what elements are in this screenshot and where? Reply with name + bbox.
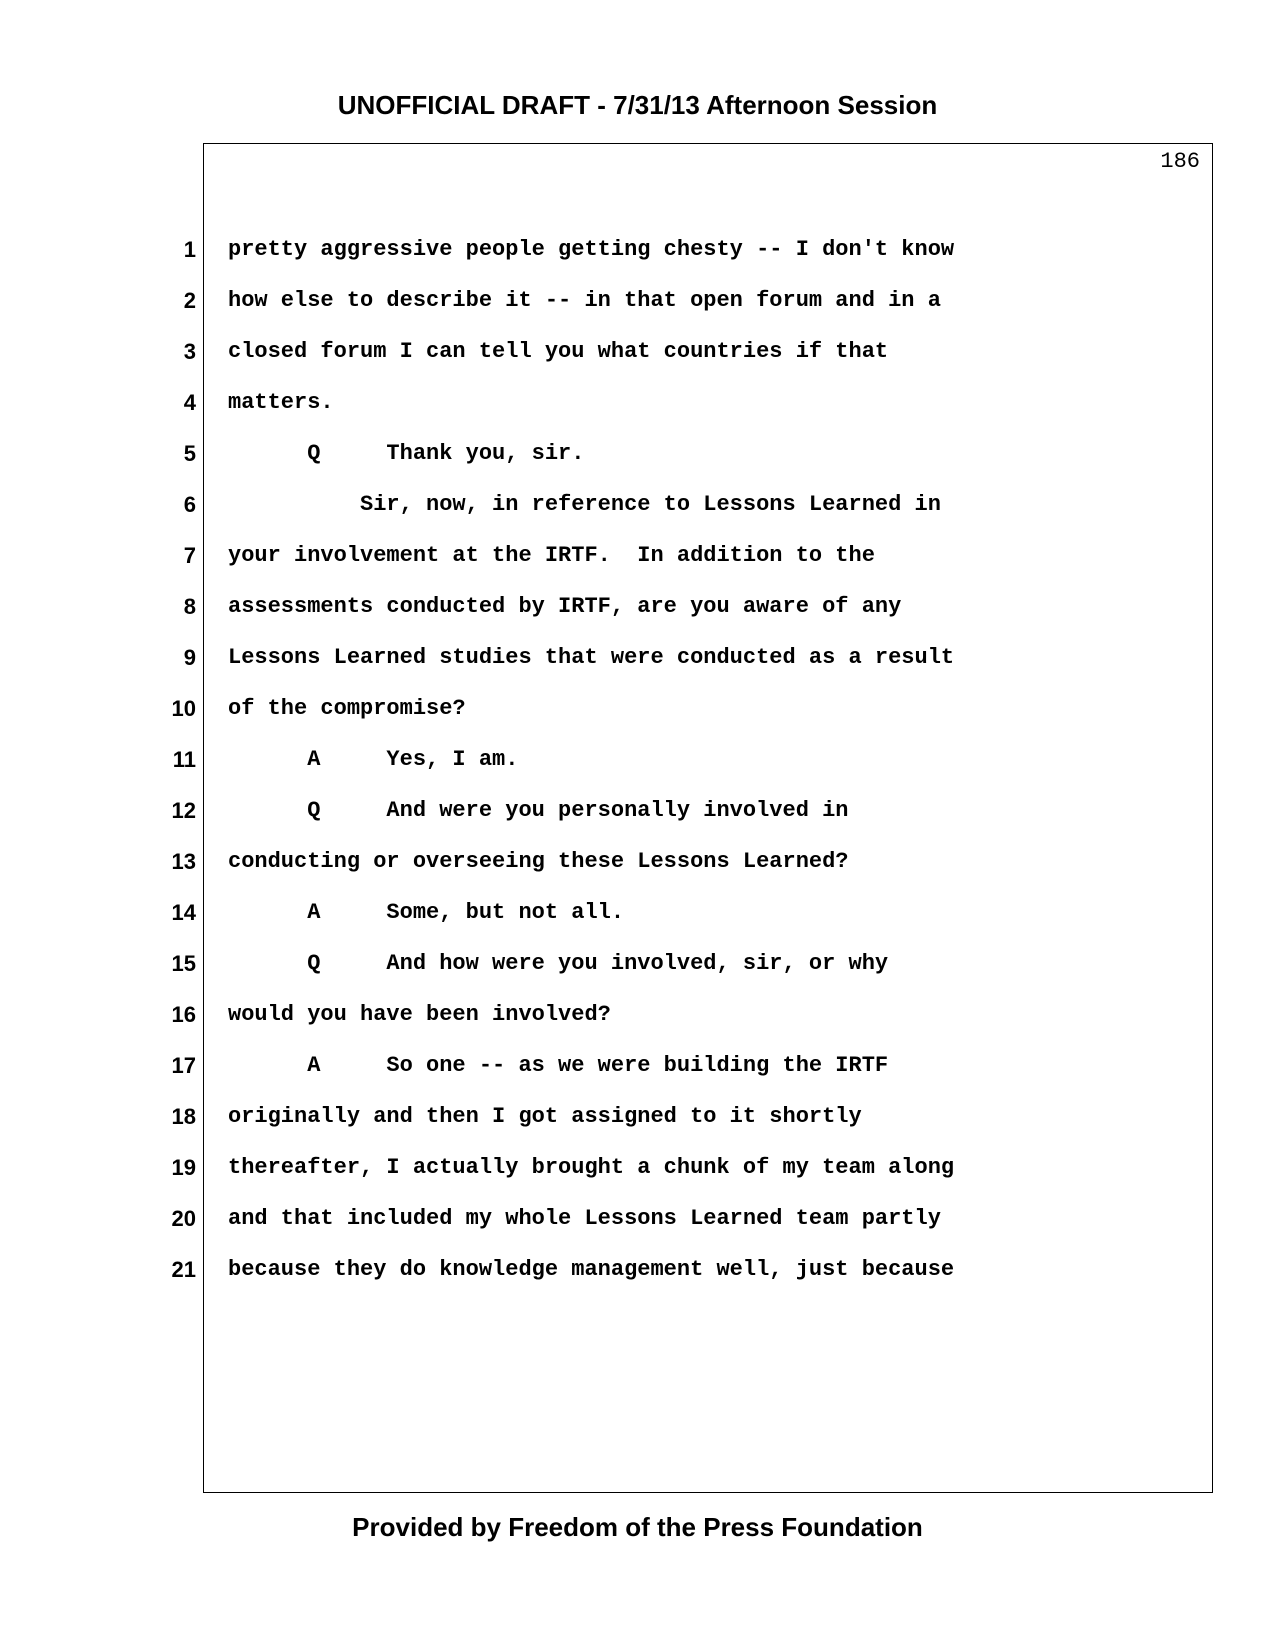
transcript-line: matters. (228, 390, 334, 415)
page-footer: Provided by Freedom of the Press Foundation (352, 1512, 923, 1542)
line-number: 18 (171, 1104, 196, 1129)
line-number: 15 (171, 951, 196, 976)
page-number: 186 (1160, 149, 1200, 174)
transcript-line: and that included my whole Lessons Learned team partly (228, 1206, 941, 1231)
transcript-line: assessments conducted by IRTF, are you aware of any (228, 594, 902, 619)
line-number: 2 (183, 288, 196, 313)
line-number: 20 (171, 1206, 196, 1231)
line-number: 5 (183, 441, 196, 466)
line-number: 6 (183, 492, 196, 517)
line-number: 4 (183, 390, 196, 415)
transcript-line: A Some, but not all. (228, 900, 625, 925)
line-number: 1 (183, 237, 196, 262)
transcript-line: pretty aggressive people getting chesty -- I don't know (228, 237, 955, 262)
transcript-line: A Yes, I am. (228, 747, 519, 772)
line-number: 13 (171, 849, 196, 874)
line-number: 12 (171, 798, 196, 823)
transcript-line: closed forum I can tell you what countries if that (228, 339, 889, 364)
transcript-line: of the compromise? (228, 696, 466, 721)
line-number: 17 (171, 1053, 196, 1078)
line-number: 16 (171, 1002, 196, 1027)
transcript-line: Q Thank you, sir. (228, 441, 585, 466)
transcript-line: A So one -- as we were building the IRTF (228, 1053, 889, 1078)
transcript-line: Q And how were you involved, sir, or why (228, 951, 889, 976)
transcript-line: Lessons Learned studies that were conducted as a result (228, 645, 955, 670)
line-number: 8 (183, 594, 196, 619)
transcript-line: your involvement at the IRTF. In addition to the (228, 543, 875, 568)
transcript-line: conducting or overseeing these Lessons Learned? (228, 849, 849, 874)
line-number: 3 (183, 339, 196, 364)
line-number: 19 (171, 1155, 196, 1180)
line-number: 10 (171, 696, 196, 721)
page-header: UNOFFICIAL DRAFT - 7/31/13 Afternoon Session (337, 90, 938, 120)
transcript-line: would you have been involved? (228, 1002, 611, 1027)
transcript-line: thereafter, I actually brought a chunk of my team along (228, 1155, 955, 1180)
line-number: 14 (171, 900, 196, 925)
transcript-line: originally and then I got assigned to it shortly (228, 1104, 862, 1129)
line-number: 7 (183, 543, 196, 568)
line-number: 11 (172, 747, 196, 772)
transcript-line: how else to describe it -- in that open forum and in a (228, 288, 941, 313)
line-number: 9 (183, 645, 196, 670)
transcript-line: Q And were you personally involved in (228, 798, 849, 823)
line-number: 21 (171, 1257, 196, 1282)
transcript-line: Sir, now, in reference to Lessons Learned in (228, 492, 941, 517)
transcript-line: because they do knowledge management well, just because (228, 1257, 955, 1282)
